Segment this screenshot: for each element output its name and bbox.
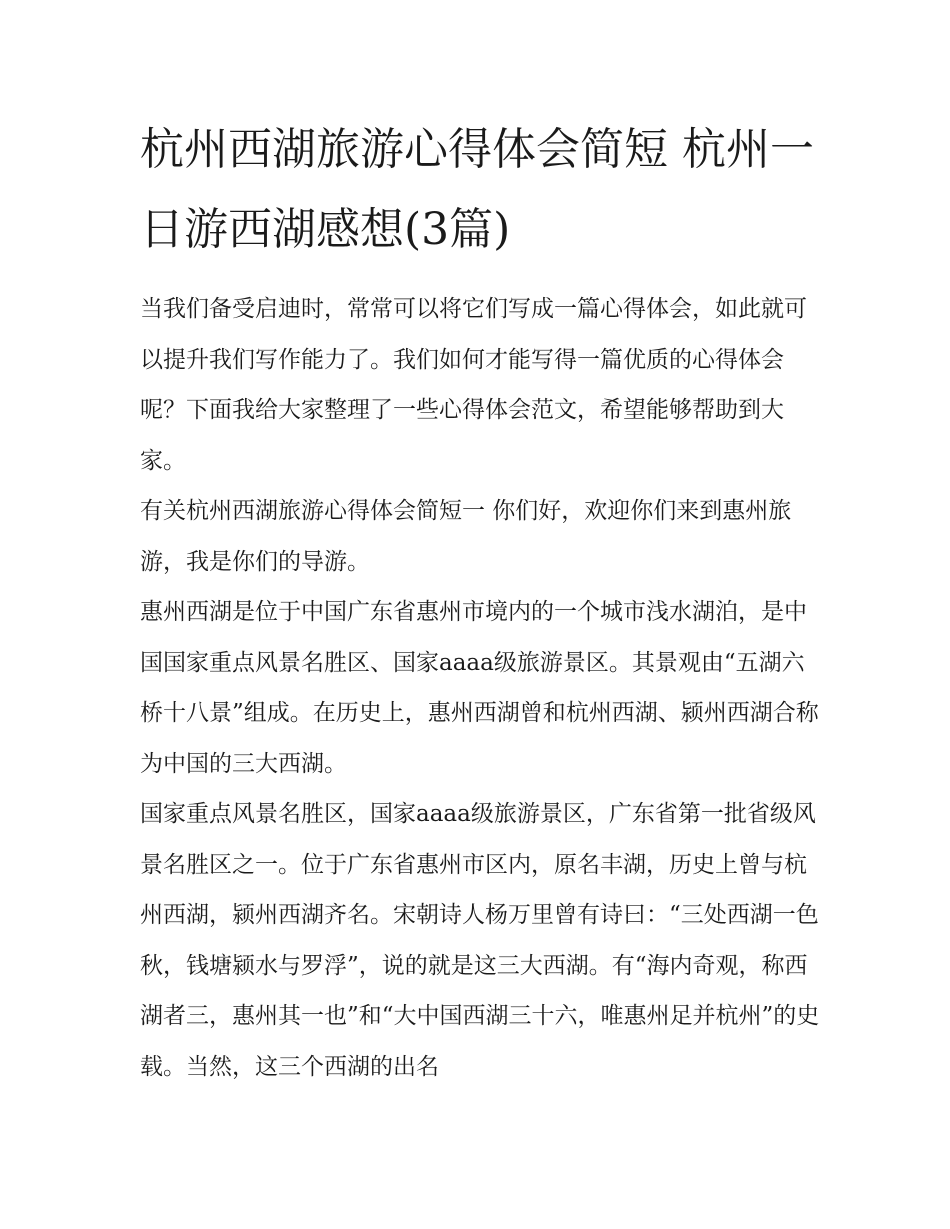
paragraph-greeting: 有关杭州西湖旅游心得体会简短一 你们好，欢迎你们来到惠州旅游，我是你们的导游。 — [140, 498, 792, 575]
paragraph-huizhou-west-lake: 惠州西湖是位于中国广东省惠州市境内的一个城市浅水湖泊，是中国国家重点风景名胜区、国家aaaa级旅游景区。其景观由“五湖六桥十八景”组成。在历史上，惠州西湖曾和杭州西湖、颍州西湖合称为中国的三大西湖。 — [140, 599, 819, 777]
paragraph-intro: 当我们备受启迪时，常常可以将它们写成一篇心得体会，如此就可以提升我们写作能力了。我们如何才能写得一篇优质的心得体会呢？下面我给大家整理了一些心得体会范文，希望能够帮助到大家。 — [140, 296, 807, 474]
document-content — [140, 110, 820, 1092]
paragraph-scenic-area: 国家重点风景名胜区，国家aaaa级旅游景区，广东省第一批省级风景名胜区之一。位于广东省惠州市区内，原名丰湖，历史上曾与杭州西湖，颍州西湖齐名。宋朝诗人杨万里曾有诗曰：“三处西湖一色秋，钱塘颍水与罗浮”，说的就是这三大西湖。有“海内奇观，称西湖者三，惠州其一也”和“大中国西湖三十六，唯惠州足并杭州”的史载。当然，这三个西湖的出名 — [140, 801, 820, 1080]
document-title: 杭州西湖旅游心得体会简短 杭州一日游西湖感想(3篇) — [140, 124, 814, 255]
